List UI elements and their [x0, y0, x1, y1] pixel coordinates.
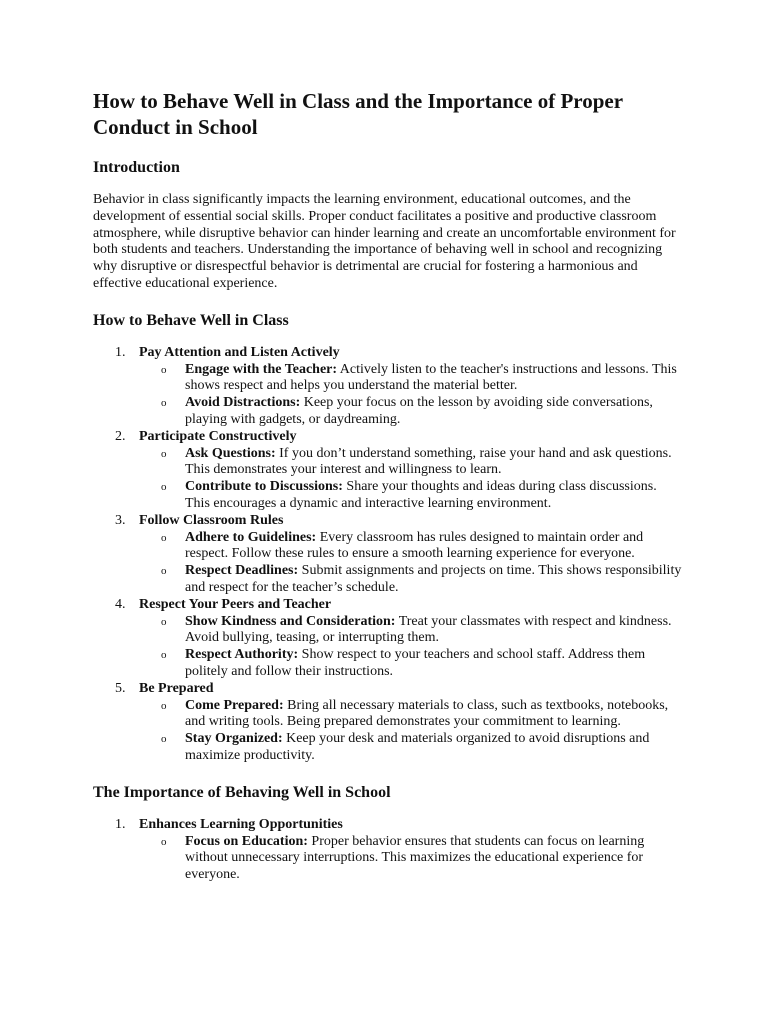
sub-bullet-list [139, 362, 683, 429]
sub-bullet-item [139, 647, 683, 681]
sub-bullet-text: Treat your classmates with respect and kindness. Avoid bullying, teasing, or interrupting them. [185, 613, 672, 646]
sub-bullet-list [139, 614, 683, 681]
sub-bullet-label: Come Prepared: [185, 697, 284, 713]
sub-bullet-label: Contribute to Discussions: [185, 479, 343, 495]
sub-bullet-text: Keep your desk and materials organized to avoid disruptions and maximize productivity. [185, 731, 650, 763]
sub-bullet-text: Bring all necessary materials to class, such as textbooks, notebooks, and writing tools. Being prepared demonstrates your commitment to learning. [185, 697, 669, 730]
sub-bullet-label: Engage with the Teacher: [185, 361, 338, 377]
list-number: 1. [115, 344, 126, 360]
sub-bullet-item [139, 731, 683, 765]
list-number: 1. [115, 816, 126, 832]
sub-bullet-label: Stay Organized: [185, 731, 283, 747]
hollow-bullet-icon: o [161, 699, 167, 712]
sub-bullet-label: Show Kindness and Consideration: [185, 613, 396, 629]
sub-bullet-label: Avoid Distractions: [185, 395, 301, 411]
sub-bullet-item [139, 834, 683, 884]
sub-bullet-item [139, 614, 683, 648]
behave-tips-list [93, 345, 683, 765]
sub-bullet-item [139, 698, 683, 732]
hollow-bullet-icon: o [161, 481, 167, 494]
sub-bullet-item [139, 446, 683, 480]
hollow-bullet-icon: o [161, 531, 167, 544]
sub-bullet-text: Share your thoughts and ideas during class discussions. This encourages a dynamic and interactive learning environment. [185, 479, 657, 511]
hollow-bullet-icon: o [161, 397, 167, 410]
numbered-list-item [93, 681, 683, 765]
list-number: 3. [115, 512, 126, 528]
intro-paragraph: Behavior in class significantly impacts the learning environment, educational outcomes, and the development of essential social skills. Proper conduct facilitates a positive and productive classroom atmosphere, while disruptive behavior can hinder learning and create an uncomfortable environment for both students and teachers. Understanding the importance of behaving well in school and recognizing why disruptive or disrespectful behavior is detrimental are crucial for fostering a harmonious and effective educational experience. [93, 192, 676, 291]
importance-list [93, 817, 683, 884]
sub-bullet-label: Focus on Education: [185, 833, 308, 849]
document-page [93, 88, 683, 902]
list-number: 2. [115, 428, 126, 444]
sub-bullet-item [139, 395, 683, 429]
sub-bullet-label: Respect Deadlines: [185, 563, 299, 579]
hollow-bullet-icon: o [161, 733, 167, 746]
numbered-list-item [93, 817, 683, 884]
sub-bullet-list [139, 834, 683, 884]
sub-bullet-item [139, 530, 683, 564]
numbered-list-item [93, 513, 683, 597]
hollow-bullet-icon: o [161, 835, 167, 848]
sub-bullet-item [139, 563, 683, 597]
list-item-title: Follow Classroom Rules [139, 512, 284, 528]
list-number: 4. [115, 596, 126, 612]
numbered-list-item [93, 345, 683, 429]
hollow-bullet-icon: o [161, 363, 167, 376]
sub-bullet-list [139, 530, 683, 597]
hollow-bullet-icon: o [161, 649, 167, 662]
numbered-list-item [93, 597, 683, 681]
sub-bullet-text: If you don’t understand something, raise your hand and ask questions. This demonstrates your interest and willingness to learn. [185, 445, 672, 478]
sub-bullet-item [139, 362, 683, 396]
sub-bullet-text: Proper behavior ensures that students can focus on learning without unnecessary interruptions. This maximizes the educational experience for everyone. [185, 833, 645, 883]
section-heading-importance: The Importance of Behaving Well in School [93, 783, 391, 801]
document-title: How to Behave Well in Class and the Importance of Proper Conduct in School [93, 89, 623, 139]
intro-heading: Introduction [93, 159, 180, 176]
hollow-bullet-icon: o [161, 565, 167, 578]
sub-bullet-text: Actively listen to the teacher's instructions and lessons. This shows respect and helps you understand the material better. [185, 361, 677, 394]
sub-bullet-list [139, 446, 683, 513]
sub-bullet-text: Show respect to your teachers and school staff. Address them politely and follow their instructions. [185, 647, 646, 679]
sub-bullet-item [139, 479, 683, 513]
list-item-title: Respect Your Peers and Teacher [139, 596, 332, 612]
sub-bullet-text: Submit assignments and projects on time. This shows responsibility and respect for the teacher’s schedule. [185, 563, 682, 595]
list-item-title: Be Prepared [139, 680, 214, 696]
list-item-title: Pay Attention and Listen Actively [139, 344, 340, 360]
hollow-bullet-icon: o [161, 447, 167, 460]
sub-bullet-label: Respect Authority: [185, 647, 299, 663]
sub-bullet-text: Keep your focus on the lesson by avoiding side conversations, playing with gadgets, or daydreaming. [185, 395, 653, 427]
sub-bullet-list [139, 698, 683, 765]
sub-bullet-label: Ask Questions: [185, 445, 276, 461]
numbered-list-item [93, 429, 683, 513]
section-heading-how-to-behave: How to Behave Well in Class [93, 311, 289, 329]
sub-bullet-text: Every classroom has rules designed to maintain order and respect. Follow these rules to ensure a smooth learning experience for everyone. [185, 529, 644, 562]
list-item-title: Enhances Learning Opportunities [139, 816, 343, 832]
sub-bullet-label: Adhere to Guidelines: [185, 529, 317, 545]
hollow-bullet-icon: o [161, 615, 167, 628]
list-number: 5. [115, 680, 126, 696]
list-item-title: Participate Constructively [139, 428, 297, 444]
